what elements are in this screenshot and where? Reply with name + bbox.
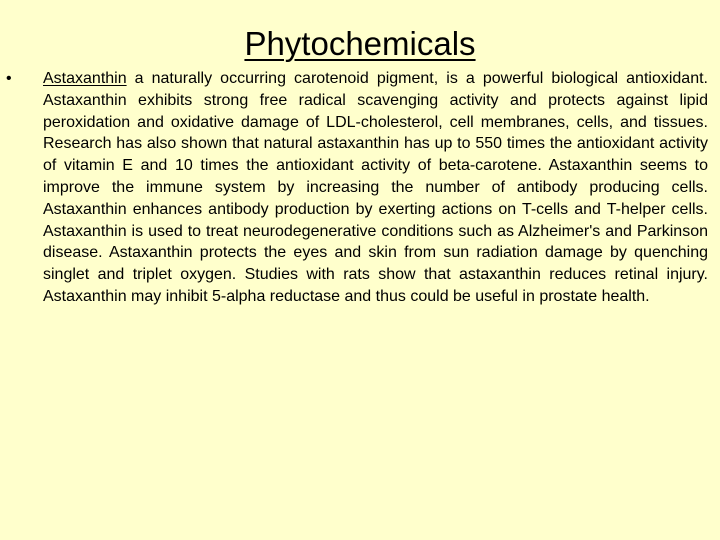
bullet-paragraph [43,68,708,308]
slide-title: Phytochemicals [244,25,476,62]
term-astaxanthin: Astaxanthin [43,70,127,87]
bullet-icon: • [6,70,12,87]
paragraph-body: a naturally occurring carotenoid pigment, is a powerful biological antioxidant. Astaxanthin exhibits strong free radical scavenging activity and protects against lipid peroxidation and oxidative damage of LDL-cholesterol, cell membranes, cells, and tissues. Research has also shown that natural astaxanthin has up to 550 times the antioxidant activity of vitamin E and 10 times the antioxidant activity of beta-carotene. Astaxanthin seems to improve the immune system by increasing the number of antibody producing cells. Astaxanthin enhances antibody production by exerting actions on T-cells and T-helper cells. Astaxanthin is used to treat neurodegenerative conditions such as Alzheimer's and Parkinson disease. Astaxanthin protects the eyes and skin from sun radiation damage by quenching singlet and triplet oxygen. Studies with rats show that astaxanthin reduces retinal injury. Astaxanthin may inhibit 5-alpha reductase and thus could be useful in prostate health. [43,70,708,305]
